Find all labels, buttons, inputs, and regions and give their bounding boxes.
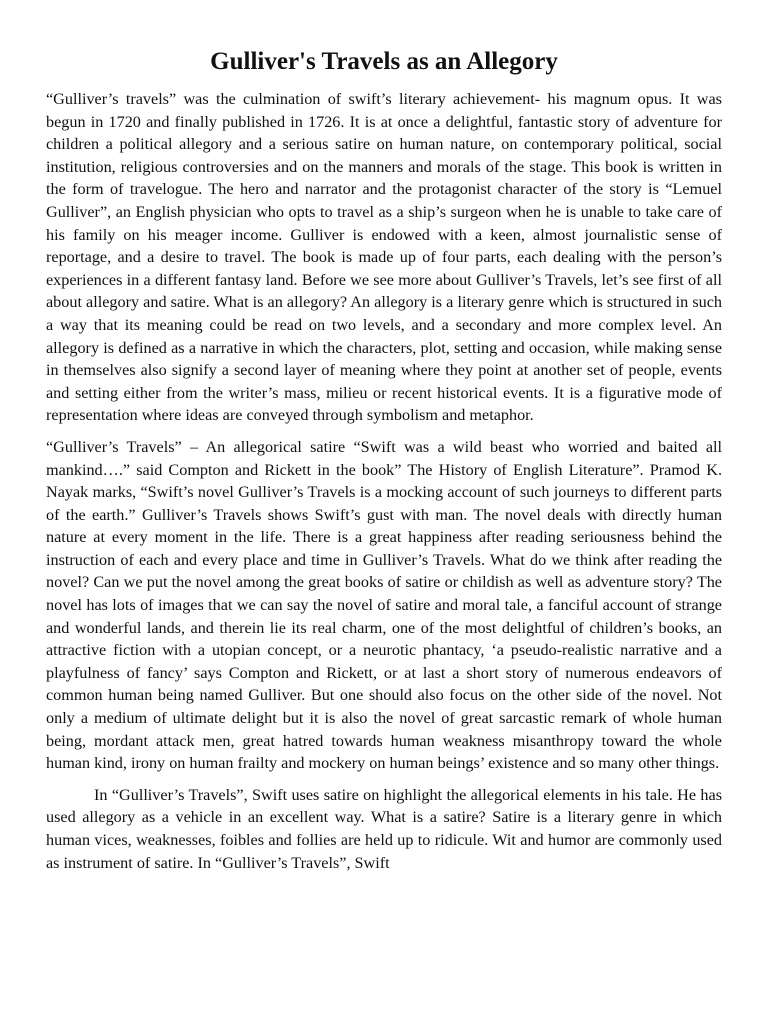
paragraph-3: In “Gulliver’s Travels”, Swift uses satire on highlight the allegorical elements in his tale. He has used allegory as a vehicle in an excellent way. What is a satire? Satire is a literary genre in which human vices, weaknesses, foibles and follies are held up to ridicule. Wit and humor are commonly used as instrument of satire. In “Gulliver’s Travels”, Swift xyxy=(46,785,722,872)
paragraph-1: “Gulliver’s travels” was the culmination of swift’s literary achievement- his magnum opus. It was begun in 1720 and finally published in 1726. It is at once a delightful, fantastic story of adventure for children a political allegory and a serious satire on human nature, on contemporary political, social institution, religious controversies and on the manners and morals of the stage. This book is written in the form of travelogue. The hero and narrator and the protagonist character of the story is “Lemuel Gulliver”, an English physician who opts to travel as a ship’s surgeon when he is unable to take care of his family on his meager income. Gulliver is endowed with a keen, almost journalistic sense of reportage, and a desire to travel. The book is made up of four parts, each dealing with the person’s experiences in a different fantasy land. Before we see more about Gulliver’s Travels, let’s see first of all about allegory and satire. What is an allegory? An allegory is a literary genre which is structured in such a way that its meaning could be read on two levels, and a secondary and more complex level. An allegory is defined as a narrative in which the characters, plot, setting and occasion, while making sense in themselves also signify a second layer of meaning where they point at another set of people, events and setting either from the writer’s mass, milieu or recent historical events. It is a figurative mode of representation where ideas are conveyed through symbolism and metaphor. xyxy=(46,90,722,425)
paragraph-2: “Gulliver’s Travels” – An allegorical satire “Swift was a wild beast who worried and baited all mankind….” said Compton and Rickett in the book” The History of English Literature”. Pramod K. Nayak marks, “Swift’s novel Gulliver’s Travels is a mocking account of such journeys to different parts of the earth.” Gulliver’s Travels shows Swift’s gust with man. The novel deals with directly human nature at every moment in the life. There is a great happiness after reading seriousness behind the instruction of each and every place and time in Gulliver’s Travels. What do we think after reading the novel? Can we put the novel among the great books of satire or childish as well as adventure story? The novel has lots of images that we can say the novel of satire and moral tale, a fanciful account of strange and wonderful lands, and therein lie its real charm, one of the most delightful of children’s books, an attractive fiction with a utopian concept, or a neurotic phantacy, ‘a pseudo-realistic narrative and a playfulness of fancy’ says Compton and Rickett, or at last a short story of numerous endeavors of common human being named Gulliver. But one should also focus on the other side of the novel. Not only a medium of ultimate delight but it is also the novel of great sarcastic remark of whole human being, mordant attack men, great hatred towards human weakness misanthropy toward the whole human kind, irony on human frailty and mockery on human beings’ existence and so many other things. xyxy=(46,437,722,773)
document-title: Gulliver's Travels as an Allegory xyxy=(210,48,558,75)
